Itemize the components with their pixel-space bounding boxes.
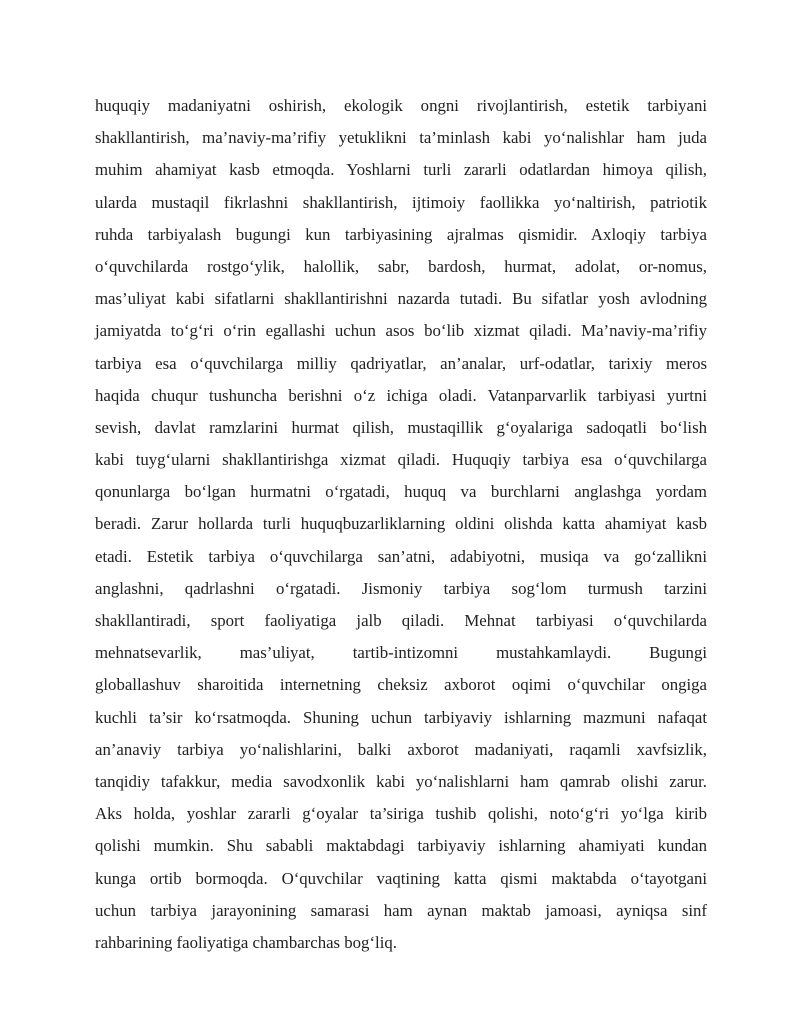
- text-line: muhim ahamiyat kasb etmoqda. Yoshlarni turli zararli odatlardan himoya qilish,: [95, 160, 707, 180]
- text-line: shakllantiradi, sport faoliyatiga jalb qiladi. Mehnat tarbiyasi o‘quvchilarda: [95, 611, 707, 630]
- text-line: tanqidiy tafakkur, media savodxonlik kabi yo‘nalishlarni ham qamrab olishi zarur.: [95, 771, 707, 791]
- text-line: qolishi mumkin. Shu sababli maktabdagi tarbiyaviy ishlarning ahamiyati kundan: [95, 836, 707, 856]
- text-line: an’anaviy tarbiya yo‘nalishlarini, balki axborot madaniyati, raqamli xavfsizlik,: [95, 739, 707, 759]
- text-line: jamiyatda to‘g‘ri o‘rin egallashi uchun asos bo‘lib xizmat qiladi. Ma’naviy-ma’rifiy: [95, 321, 707, 341]
- text-line: kuchli ta’sir ko‘rsatmoqda. Shuning uchun tarbiyaviy ishlarning mazmuni nafaqat: [95, 707, 707, 727]
- text-line: ularda mustaqil fikrlashni shakllantirish, ijtimoiy faollikka yo‘naltirish, patriotik: [95, 192, 707, 212]
- text-line: uchun tarbiya jarayonining samarasi ham aynan maktab jamoasi, ayniqsa sinf: [95, 900, 707, 920]
- text-line: mehnatsevarlik, mas’uliyat, tartib-intizomni mustahkamlaydi. Bugungi: [95, 643, 707, 663]
- text-line: qonunlarga bo‘lgan hurmatni o‘rgatadi, huquq va burchlarni anglashga yordam: [95, 482, 707, 502]
- text-line: rahbarining faoliyatiga chambarchas bog‘liq.: [95, 932, 397, 952]
- text-line: kabi tuyg‘ularni shakllantirishga xizmat qiladi. Huquqiy tarbiya esa o‘quvchilarga: [95, 450, 707, 470]
- text-line: kunga ortib bormoqda. O‘quvchilar vaqtining katta qismi maktabda o‘tayotgani: [95, 868, 707, 888]
- text-line: tarbiya esa o‘quvchilarga milliy qadriyatlar, an’analar, urf-odatlar, tarixiy meros: [95, 353, 707, 373]
- text-line: etadi. Estetik tarbiya o‘quvchilarga san’atni, adabiyotni, musiqa va go‘zallikni: [95, 546, 707, 566]
- body-paragraph: [95, 90, 707, 959]
- text-line: haqida chuqur tushuncha berishni o‘z ichiga oladi. Vatanparvarlik tarbiyasi yurtni: [95, 385, 707, 405]
- text-line: huquqiy madaniyatni oshirish, ekologik ongni rivojlantirish, estetik tarbiyani: [95, 96, 707, 115]
- text-line: o‘quvchilarda rostgo‘ylik, halollik, sabr, bardosh, hurmat, adolat, or-nomus,: [95, 256, 707, 276]
- text-line: Aks holda, yoshlar zararli g‘oyalar ta’siriga tushib qolishi, noto‘g‘ri yo‘lga kirib: [95, 804, 707, 824]
- text-line: mas’uliyat kabi sifatlarni shakllantirishni nazarda tutadi. Bu sifatlar yosh avlodning: [95, 289, 707, 309]
- text-line: beradi. Zarur hollarda turli huquqbuzarliklarning oldini olishda katta ahamiyat kasb: [95, 514, 707, 534]
- text-line: sevish, davlat ramzlarini hurmat qilish, mustaqillik g‘oyalariga sadoqatli bo‘lish: [95, 417, 707, 437]
- text-line: anglashni, qadrlashni o‘rgatadi. Jismoniy tarbiya sog‘lom turmush tarzini: [95, 578, 707, 598]
- text-line: ruhda tarbiyalash bugungi kun tarbiyasining ajralmas qismidir. Axloqiy tarbiya: [95, 224, 707, 244]
- text-line: shakllantirish, ma’naviy-ma’rifiy yetuklikni ta’minlash kabi yo‘nalishlar ham juda: [95, 128, 707, 148]
- text-line: globallashuv sharoitida internetning cheksiz axborot oqimi o‘quvchilar ongiga: [95, 675, 707, 695]
